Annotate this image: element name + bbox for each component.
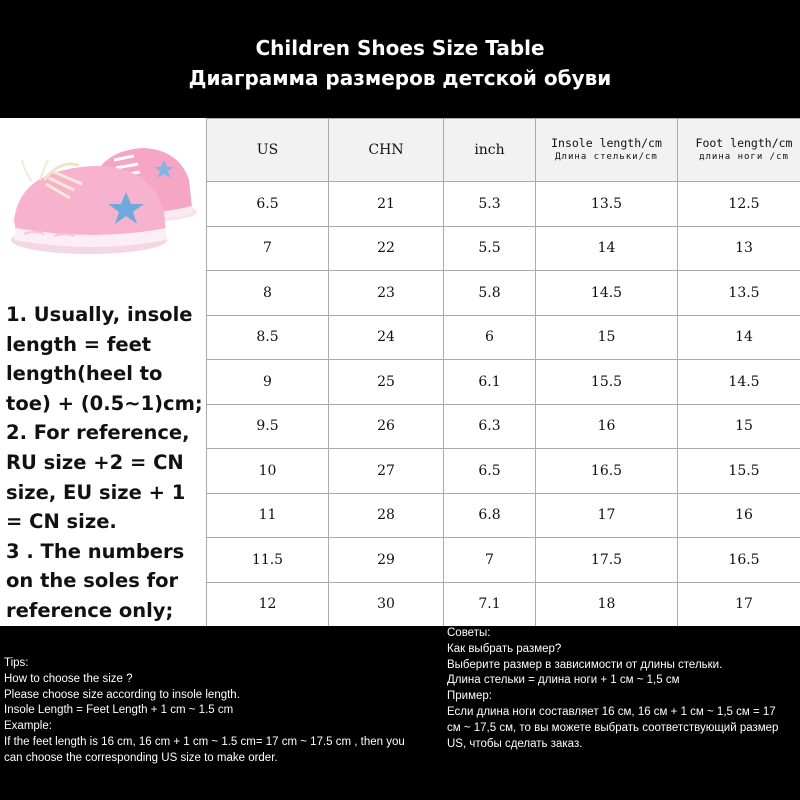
table-cell: 16 [536, 404, 678, 449]
table-cell: 15 [536, 315, 678, 360]
table-cell: 16.5 [536, 449, 678, 494]
tips-line-ru: Если длина ноги составляет 16 см, 16 см + 1 см ~ 1,5 см = 17 [447, 705, 776, 718]
table-cell: 6.3 [444, 404, 536, 449]
table-row [207, 582, 800, 627]
tips-line-ru: см ~ 17,5 см, то вы можете выбрать соответствующий размер [447, 721, 779, 734]
table-cell: 30 [329, 582, 444, 627]
table-cell: 11.5 [207, 538, 329, 583]
size-notes [6, 300, 204, 626]
table-cell: 5.8 [444, 271, 536, 316]
table-cell: 17 [536, 493, 678, 538]
note-item: 1. Usually, insole length = feet length(heel to toe) + (0.5~1)cm; [6, 303, 203, 415]
table-cell: 24 [329, 315, 444, 360]
header-foot-ru: длина ноги /cm [699, 152, 789, 162]
table-cell: 7.1 [444, 582, 536, 627]
table-cell: 27 [329, 449, 444, 494]
table-row [207, 226, 800, 271]
tips-line-ru: Длина стельки = длина ноги + 1 см ~ 1,5 см [447, 674, 680, 687]
table-cell: 5.5 [444, 226, 536, 271]
table-cell: 9 [207, 360, 329, 405]
table-cell: 14 [678, 315, 800, 360]
table-cell: 26 [329, 404, 444, 449]
table-cell: 15 [678, 404, 800, 449]
table-cell: 13.5 [678, 271, 800, 316]
size-table-container [206, 118, 800, 626]
header-us: US [207, 119, 329, 182]
table-row [207, 182, 800, 227]
table-cell: 17.5 [536, 538, 678, 583]
table-cell: 17 [678, 582, 800, 627]
header-insole-length [536, 119, 678, 182]
table-cell: 6.5 [207, 182, 329, 227]
table-cell: 14.5 [678, 360, 800, 405]
table-row [207, 404, 800, 449]
note-item: 3 . The numbers on the soles for reference only; [6, 539, 185, 622]
tips-line: If the feet length is 16 cm, 16 cm + 1 cm ~ 1.5 cm= 17 cm ~ 17.5 cm , then you [4, 735, 405, 748]
table-cell: 6.1 [444, 360, 536, 405]
tips-line: Insole Length = Feet Length + 1 cm ~ 1.5 cm [4, 704, 234, 717]
table-cell: 8 [207, 271, 329, 316]
table-cell: 28 [329, 493, 444, 538]
table-cell: 5.3 [444, 182, 536, 227]
page-title-russian: Диаграмма размеров детской обуви [188, 66, 612, 90]
size-table [206, 118, 800, 627]
tips-line: Please choose size according to insole length. [4, 688, 240, 701]
header [0, 0, 800, 118]
tips-line-ru: Советы: [447, 627, 491, 639]
table-cell: 6 [444, 315, 536, 360]
table-cell: 8.5 [207, 315, 329, 360]
table-cell: 16 [678, 493, 800, 538]
tips-line-ru: Как выбрать размер? [447, 642, 562, 655]
tips-english [4, 656, 444, 767]
left-panel [0, 118, 206, 626]
table-cell: 7 [444, 538, 536, 583]
table-body [207, 182, 800, 627]
tips-line: can choose the corresponding US size to make order. [4, 751, 278, 764]
table-cell: 16.5 [678, 538, 800, 583]
header-foot-length [678, 119, 800, 182]
shoe-image [4, 120, 204, 270]
header-inch: inch [444, 119, 536, 182]
table-cell: 15.5 [536, 360, 678, 405]
table-cell: 29 [329, 538, 444, 583]
tips-line: Example: [4, 720, 52, 733]
tips-line: Tips: [4, 657, 29, 669]
table-header-row [207, 119, 800, 182]
table-cell: 13 [678, 226, 800, 271]
table-cell: 11 [207, 493, 329, 538]
table-cell: 12.5 [678, 182, 800, 227]
table-cell: 23 [329, 271, 444, 316]
note-item: 2. For reference, RU size +2 = CN size, EU size + 1 = CN size. [6, 421, 190, 534]
table-cell: 15.5 [678, 449, 800, 494]
table-cell: 14.5 [536, 271, 678, 316]
table-row [207, 315, 800, 360]
table-cell: 21 [329, 182, 444, 227]
table-cell: 25 [329, 360, 444, 405]
table-row [207, 493, 800, 538]
table-row [207, 271, 800, 316]
tips-footer [0, 626, 800, 800]
tips-line-ru: Выберите размер в зависимости от длины стельки. [447, 658, 723, 671]
page-title: Children Shoes Size Table [255, 36, 545, 60]
table-cell: 14 [536, 226, 678, 271]
tips-line: How to choose the size ? [4, 672, 133, 685]
header-insole-ru: Длина стельки/cm [555, 152, 658, 162]
header-foot-en: Foot length/cm [695, 136, 793, 150]
tips-line-ru: US, чтобы сделать заказ. [447, 737, 583, 750]
table-cell: 18 [536, 582, 678, 627]
tips-line-ru: Пример: [447, 690, 492, 703]
table-cell: 6.5 [444, 449, 536, 494]
table-cell: 22 [329, 226, 444, 271]
tips-russian [447, 626, 800, 752]
table-cell: 6.8 [444, 493, 536, 538]
table-cell: 7 [207, 226, 329, 271]
table-cell: 10 [207, 449, 329, 494]
table-cell: 9.5 [207, 404, 329, 449]
header-insole-en: Insole length/cm [551, 136, 662, 150]
pink-kids-sneakers-icon [4, 120, 204, 270]
table-row [207, 538, 800, 583]
table-row [207, 360, 800, 405]
table-cell: 12 [207, 582, 329, 627]
table-cell: 13.5 [536, 182, 678, 227]
header-chn: CHN [329, 119, 444, 182]
table-row [207, 449, 800, 494]
